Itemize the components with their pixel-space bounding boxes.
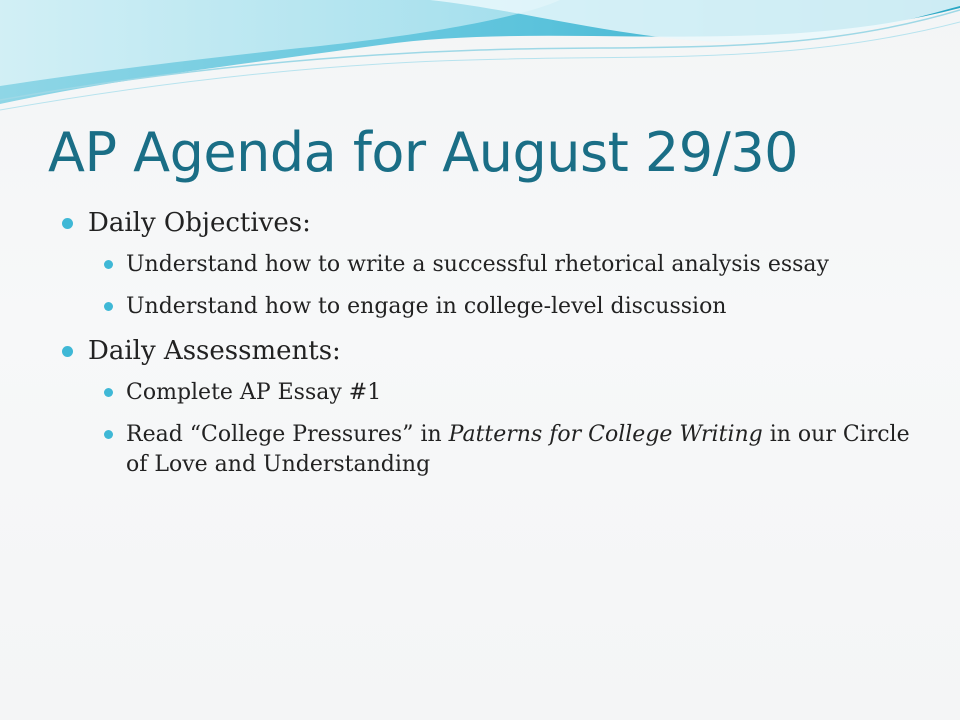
bullet-icon [104,430,113,439]
list-item-text: Understand how to engage in college-level discussion [126,294,727,319]
bullet-icon [62,218,73,229]
list-item [104,378,912,408]
objectives-section [62,206,912,322]
assessments-heading-text: Daily Assessments: [88,336,341,366]
list-item-text-after: in our Circle of Love and Understanding [126,422,910,477]
list-item-text: Understand how to write a successful rhetorical analysis essay [126,252,829,277]
list-item-text: Complete AP Essay #1 [126,380,382,405]
objectives-list [104,250,912,322]
header-wave-decoration [0,0,960,120]
list-item [104,420,912,480]
slide-title: AP Agenda for August 29/30 [48,121,799,184]
assessments-list [104,378,912,480]
assessments-section [62,334,912,480]
bullet-icon [104,388,113,397]
objectives-heading [62,206,912,240]
bullet-icon [104,260,113,269]
list-item [104,250,912,280]
slide-body [62,206,912,492]
bullet-icon [104,302,113,311]
bullet-icon [62,346,73,357]
book-title: Patterns for College Writing [448,422,763,447]
list-item [104,292,912,322]
objectives-heading-text: Daily Objectives: [88,208,311,238]
assessments-heading [62,334,912,368]
list-item-text-before: Read “College Pressures” in [126,422,449,447]
